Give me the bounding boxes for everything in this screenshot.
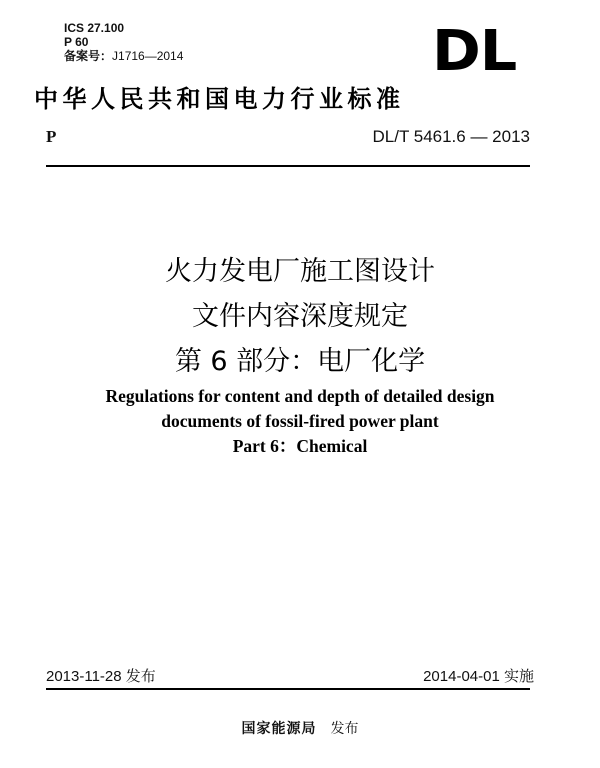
standard-number: DL/T 5461.6 — 2013: [372, 127, 530, 146]
title-en-line-1: Regulations for content and depth of detailed design: [105, 386, 495, 406]
ics-code: ICS 27.100: [64, 21, 125, 35]
publisher-org: 国家能源局: [241, 721, 317, 737]
record-number-line: [64, 49, 183, 63]
title-cn-line-2: 文件内容深度规定: [192, 301, 408, 332]
issue-date: 2013-11-28 发布: [46, 668, 156, 685]
classification-code: P: [46, 127, 57, 146]
publisher-action: 发布: [330, 721, 359, 737]
dl-logo: DL: [432, 19, 517, 84]
title-en-line-2: documents of fossil-fired power plant: [161, 411, 439, 431]
record-label: 备案号：: [64, 49, 113, 63]
title-cn-line-1: 火力发电厂施工图设计: [165, 256, 435, 287]
title-en-line-3: Part 6：Chemical: [232, 436, 368, 456]
header-divider: [46, 165, 530, 167]
title-cn-line-3: 第 6 部分：电厂化学: [174, 346, 426, 377]
implementation-date: 2014-04-01 实施: [423, 668, 534, 685]
classification-small: P 60: [64, 35, 89, 49]
standard-title: 中华人民共和国电力行业标准: [34, 84, 405, 113]
footer-divider: [46, 688, 530, 690]
publisher-line: [0, 718, 600, 738]
record-number: J1716—2014: [112, 49, 184, 63]
